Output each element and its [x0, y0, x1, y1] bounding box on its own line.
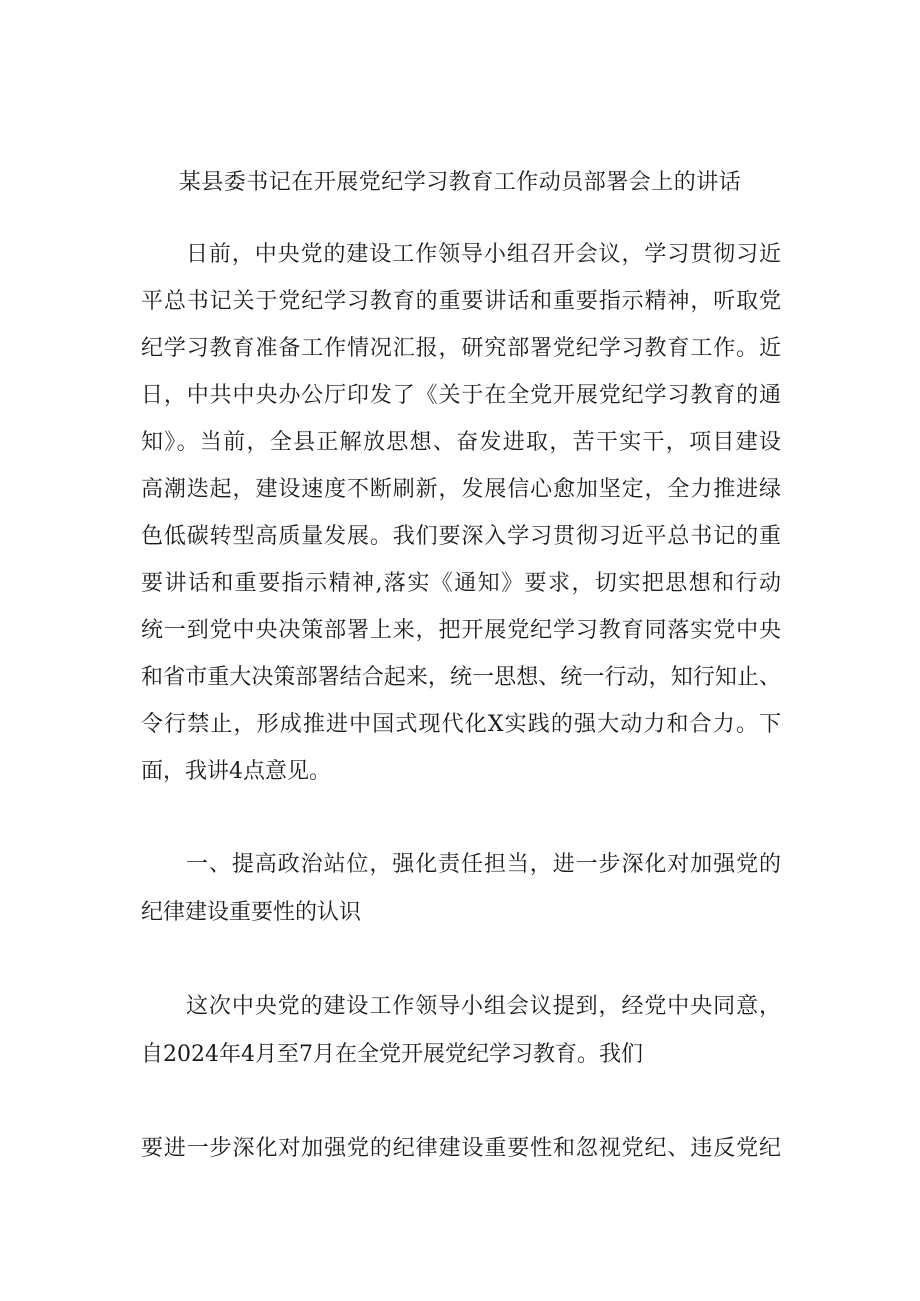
section-heading-line: 纪律建设重要性的认识 — [141, 900, 362, 925]
paragraph-line: 令行禁止，形成推进中国式现代化X实践的强大动力和合力。下 — [141, 712, 781, 737]
paragraph-line: 日前，中央党的建设工作领导小组召开会议，学习贯彻习近 — [186, 242, 781, 267]
paragraph-line: 高潮迭起，建设速度不断刷新，发展信心愈加坚定，全力推进绿 — [141, 477, 781, 502]
paragraph-line: 面，我讲4点意见。 — [141, 759, 331, 784]
paragraph-line: 要进一步深化对加强党的纪律建设重要性和忽视党纪、违反党纪 — [141, 1136, 781, 1161]
paragraph-line: 知》。当前，全县正解放思想、奋发进取，苦干实干，项目建设 — [141, 430, 781, 455]
paragraph-line: 色低碳转型高质量发展。我们要深入学习贯彻习近平总书记的重 — [141, 524, 781, 549]
paragraph-line: 平总书记关于党纪学习教育的重要讲话和重要指示精神，听取党 — [141, 289, 781, 314]
paragraph-line: 自2024年4月至7月在全党开展党纪学习教育。我们 — [141, 1042, 643, 1067]
paragraph-line: 日，中共中央办公厅印发了《关于在全党开展党纪学习教育的通 — [141, 383, 781, 408]
paragraph-line: 纪学习教育准备工作情况汇报，研究部署党纪学习教育工作。近 — [141, 336, 781, 361]
paragraph-line: 和省市重大决策部署结合起来，统一思想、统一行动，知行知止、 — [141, 665, 781, 690]
paragraph-line: 要讲话和重要指示精神,落实《通知》要求，切实把思想和行动 — [141, 571, 781, 596]
paragraph-line: 统一到党中央决策部署上来，把开展党纪学习教育同落实党中央 — [141, 618, 781, 643]
document-title: 某县委书记在开展党纪学习教育工作动员部署会上的讲话 — [178, 170, 742, 195]
paragraph-line: 这次中央党的建设工作领导小组会议提到，经党中央同意， — [186, 994, 781, 1019]
section-heading-line: 一、提高政治站位，强化责任担当，进一步深化对加强党的 — [186, 852, 781, 877]
